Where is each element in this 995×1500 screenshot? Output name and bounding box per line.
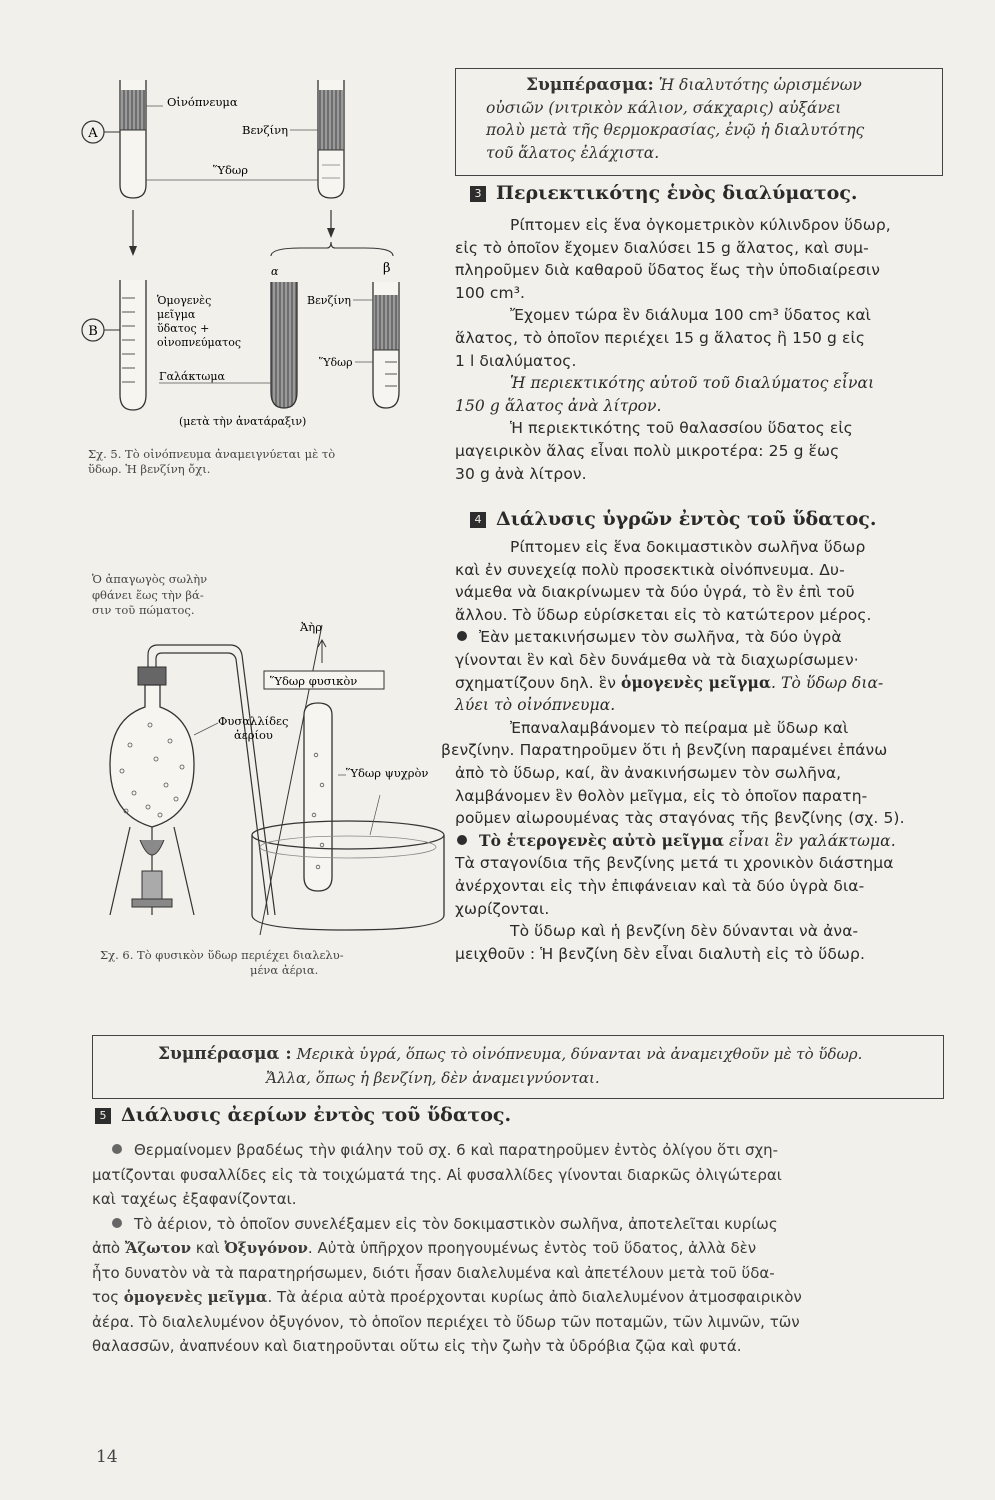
s3-p4-line3: 30 g ἀνὰ λίτρον. — [455, 464, 587, 483]
s3-p3-line1: Ἡ περιεκτικότης αὐτοῦ τοῦ διαλύματος εἶναι — [510, 374, 875, 393]
figure-6-diagram — [90, 615, 470, 940]
s4-p2-line2: γίνονται ἓν καὶ δὲν δυνάμεθα νὰ τὰ διαχωρίσωμεν· — [455, 650, 859, 669]
label-water-top: Ὕδωρ — [213, 163, 249, 177]
s5-nitrogen: Ἄζωτον — [124, 1239, 192, 1257]
label-water-b: Ὕδωρ — [319, 356, 353, 369]
section-5-body — [92, 1138, 962, 1359]
conclusion-1-line3: πολὺ μετὰ τῆς θερμοκρασίας, ἐνῷ ἡ διαλυτότης — [486, 121, 865, 139]
label-alpha: α — [271, 265, 279, 278]
conclusion-1-line2: οὐσιῶν (νιτρικὸν κάλιον, σάκχαρις) αὐξάνει — [486, 98, 842, 117]
bullet-icon — [112, 1144, 122, 1154]
conclusion-1-line4: τοῦ ἅλατος ἐλάχιστα. — [486, 143, 660, 162]
label-mix-1: Ὁμογενὲς — [157, 294, 212, 307]
conclusion-1-line1: Ἡ διαλυτότης ὡρισμένων — [658, 76, 862, 94]
s4-p1-line2: καὶ ἐν συνεχείᾳ πολὺ προσεκτικὰ οἰνόπνευμα. Δυ- — [455, 560, 845, 579]
conclusion-2-line1: Μερικὰ ὑγρά, ὅπως τὸ οἰνόπνευμα, δύνανται νὰ ἀναμειχθοῦν μὲ τὸ ὕδωρ. — [296, 1045, 863, 1063]
label-after-shaking: (μετὰ τὴν ἀνατάραξιν) — [179, 415, 307, 428]
s5-p2-line6: θαλασσῶν, ἀναπνέουν καὶ διατηροῦνται οὕτω εἰς τὴν ζωὴν τὰ ὑδρόβια ζῷα καὶ φυτά. — [92, 1337, 742, 1355]
s4-p5-line1: Τὸ ὕδωρ καὶ ἡ βενζίνη δὲν δύνανται νὰ ἀνα- — [510, 922, 859, 941]
s4-p3-line2: βενζίνην. Παρατηροῦμεν ὅτι ἡ βενζίνη παραμένει ἐπάνω — [441, 741, 888, 760]
tube-separated — [373, 282, 399, 408]
s3-p2-line3: 1 l διαλύματος. — [455, 351, 577, 370]
tube-alcohol-water — [120, 80, 146, 198]
s4-p2-line3-pre: σχηματίζουν δηλ. ἓν — [455, 673, 622, 692]
tube-emulsion — [271, 282, 297, 408]
section-4-title: Διάλυσις ὑγρῶν ἐντὸς τοῦ ὕδατος. — [496, 508, 877, 530]
conclusion-2-line2: Ἄλλα, ὅπως ἡ βενζίνη, δὲν ἀναμειγνύονται. — [266, 1069, 600, 1087]
tube-benzine-water — [318, 80, 344, 198]
s5-p2-line2-mid: καὶ — [191, 1239, 225, 1257]
fig6-caption-line2: μένα ἀέρια. — [250, 963, 319, 977]
bullet-icon — [457, 631, 467, 641]
s4-p3-line4: λαμβάνομεν ἓν θολὸν μεῖγμα, εἰς τὸ ὁποῖον παρατη- — [455, 786, 868, 805]
s5-p2-line4-pre: τος — [92, 1288, 124, 1306]
section-3-heading — [470, 182, 858, 204]
section-4-number: 4 — [470, 512, 486, 528]
conclusion-1-label: Συμπέρασμα: — [526, 75, 654, 95]
s5-p2-line4-post: . Τὰ ἀέρια αὐτὰ προέρχονται κυρίως ἀπὸ διαλελυμένον ἀτμοσφαιρικὸν — [267, 1288, 802, 1306]
label-a: A — [88, 126, 98, 141]
label-bubbles-2: ἀερίου — [234, 728, 273, 742]
s4-p2-line3-bold: ὁμογενὲς μεῖγμα — [621, 672, 771, 692]
s3-p1-line4: 100 cm³. — [455, 283, 526, 302]
s4-p1-line1: Ρίπτομεν εἰς ἕνα δοκιμαστικὸν σωλῆνα ὕδωρ — [510, 538, 866, 556]
section-5-heading — [95, 1104, 511, 1126]
s4-p3-line5: ροῦμεν αἰωρουμένας τὰς σταγόνας τῆς βενζίνης (σχ. 5). — [455, 809, 905, 828]
bullet-icon — [112, 1218, 122, 1228]
s5-p2-line1: Τὸ ἀέριον, τὸ ὁποῖον συνελέξαμεν εἰς τὸν δοκιμαστικὸν σωλῆνα, ἀποτελεῖται κυρίως — [134, 1214, 778, 1233]
fig6-caption-line1: Σχ. 6. Τὸ φυσικὸν ὕδωρ περιέχει διαλελυ- — [100, 948, 344, 962]
s3-p1-line1: Ρίπτομεν εἰς ἕνα ὀγκομετρικὸν κύλινδρον ὕδωρ, — [510, 216, 891, 234]
figure-5-caption — [88, 447, 438, 477]
page-number: 14 — [96, 1447, 118, 1467]
s4-p2-line1: Ἐὰν μετακινήσωμεν τὸν σωλῆνα, τὰ δύο ὑγρὰ — [479, 628, 842, 647]
s4-p1-line3: νάμεθα νὰ διακρίνωμεν τὰ δύο ὑγρά, τὸ ἓν ἐπὶ τοῦ — [455, 583, 855, 602]
s3-p2-line2: ἅλατος, τὸ ὁποῖον περιέχει 15 g ἅλατος ἢ 150 g εἰς — [455, 328, 866, 347]
s4-p4-it: εἶναι ἓν γαλάκτωμα. — [723, 831, 896, 850]
fig6-note-line1: Ὁ ἀπαγωγὸς σωλὴν — [92, 572, 208, 586]
section-5-title: Διάλυσις ἀερίων ἐντὸς τοῦ ὕδατος. — [121, 1104, 512, 1126]
label-bubbles-1: Φυσαλλίδες — [218, 714, 289, 728]
fig5-caption-line2: ὕδωρ. Ἡ βενζίνη ὄχι. — [88, 462, 211, 476]
s5-p2-line5: ἀέρα. Τὸ διαλελυμένον ὀξυγόνον, τὸ ὁποῖον περιέχει τὸ ὕδωρ τῶν ποταμῶν, τῶν λιμνῶν, τῶν — [92, 1312, 800, 1331]
fig6-note-line3: σιν τοῦ πώματος. — [92, 603, 195, 617]
s5-p2-line2-post: . Αὐτὰ ὑπῆρχον προηγουμένως ἐντὸς τοῦ ὕδατος, ἀλλὰ δὲν — [307, 1239, 757, 1257]
label-mix-3: ὕδατος + — [157, 322, 210, 335]
tube-homogeneous — [120, 280, 146, 410]
label-air: Ἀὴρ — [300, 620, 322, 634]
section-5-number: 5 — [95, 1108, 111, 1124]
section-3-body — [455, 214, 955, 485]
s4-p4-bold: Τὸ ἑτερογενὲς αὐτὸ μεῖγμα — [479, 830, 724, 850]
fig6-note-line2: φθάνει ἕως τὴν βά- — [92, 587, 204, 602]
figure-6-caption — [100, 948, 344, 978]
figure-6-note — [92, 572, 207, 619]
label-beta: β — [383, 261, 391, 276]
fig5-caption-line1: Σχ. 5. Τὸ οἰνόπνευμα ἀναμειγνύεται μὲ τὸ — [88, 447, 336, 461]
s5-homogeneous: ὁμογενὲς μεῖγμα — [123, 1288, 268, 1306]
label-mix-4: οἰνοπνεύματος — [157, 336, 241, 349]
section-3-title: Περιεκτικότης ἑνὸς διαλύματος. — [496, 182, 858, 204]
s4-p4-line2: ἀνέρχονται εἰς τὴν ἐπιφάνειαν καὶ τὰ δύο ὑγρὰ δια- — [455, 876, 865, 895]
label-alcohol: Οἰνόπνευμα — [167, 95, 238, 109]
s5-p2-line3: ἦτο δυνατὸν νὰ τὰ παρατηρήσωμεν, διότι ἦσαν διαλελυμένα καὶ ἀπετέλουν μετὰ τοῦ ὕδα- — [92, 1263, 775, 1282]
label-emulsion: Γαλάκτωμα — [159, 370, 225, 383]
s5-p1-line1: Θερμαίνομεν βραδέως τὴν φιάλην τοῦ σχ. 6 καὶ παρατηροῦμεν ἐντὸς ὀλίγου ὅτι σχη- — [134, 1141, 779, 1159]
label-benzine-b: Βενζίνη — [307, 294, 352, 307]
label-benzine-top: Βενζίνη — [242, 123, 289, 137]
s5-oxygen: Ὀξυγόνον — [224, 1239, 308, 1257]
conclusion-box-2 — [92, 1035, 944, 1099]
s4-p4-line3: χωρίζονται. — [455, 899, 550, 918]
s3-p2-line1: Ἔχομεν τώρα ἓν διάλυμα 100 cm³ ὕδατος καὶ — [510, 306, 872, 325]
figure-5-diagram — [75, 70, 435, 430]
label-b: B — [88, 324, 98, 339]
s4-p4-line1: Τὰ σταγονίδια τῆς βενζίνης μετά τι χρονικὸν διάστημα — [455, 854, 894, 873]
conclusion-2-label: Συμπέρασμα : — [158, 1044, 292, 1064]
label-natural-water: Ὕδωρ φυσικὸν — [270, 674, 358, 688]
s5-p1-line2: ματίζονται φυσαλλίδες εἰς τὰ τοιχώματά της. Αἱ φυσαλλίδες γίνονται διαρκῶς ὀλιγώτεραι — [92, 1165, 782, 1184]
conclusion-box-1 — [455, 68, 943, 176]
label-a-circle — [82, 121, 104, 143]
label-cold-water: Ὕδωρ ψυχρὸν — [346, 766, 429, 780]
section-4-heading — [470, 508, 876, 530]
s4-p3-line1: Ἐπαναλαμβάνομεν τὸ πείραμα μὲ ὕδωρ καὶ — [510, 718, 849, 737]
s3-p1-line3: πληροῦμεν διὰ καθαροῦ ὕδατος ἕως τὴν ὑποδιαίρεσιν — [455, 261, 881, 280]
bullet-icon — [457, 835, 467, 845]
section-4-body — [441, 536, 955, 965]
s4-p2-line3-it: . Τὸ ὕδωρ δια- — [771, 673, 884, 692]
section-3-number: 3 — [470, 186, 486, 202]
s4-p1-line4: ἄλλου. Τὸ ὕδωρ εὑρίσκεται εἰς τὸ κατώτερον μέρος. — [455, 605, 872, 624]
label-mix-2: μεῖγμα — [157, 308, 196, 321]
s4-p5-line2: μειχθοῦν : Ἡ βενζίνη δὲν εἶναι διαλυτὴ εἰς τὸ ὕδωρ. — [455, 944, 865, 963]
s3-p4-line1: Ἡ περιεκτικότης τοῦ θαλασσίου ὕδατος εἰς — [510, 419, 853, 438]
s5-p1-line3: καὶ ταχέως ἐξαφανίζονται. — [92, 1190, 297, 1208]
s3-p4-line2: μαγειρικὸν ἅλας εἶναι πολὺ μικροτέρα: 25 g ἕως — [455, 441, 840, 460]
s4-p2-line4: λύει τὸ οἰνόπνευμα. — [455, 696, 616, 715]
s3-p3-line2: 150 g ἅλατος ἀνὰ λίτρον. — [455, 396, 662, 415]
s5-p2-line2-pre: ἀπὸ — [92, 1239, 125, 1257]
s4-p3-line3: ἀπὸ τὸ ὕδωρ, καί, ἂν ἀνακινήσωμεν τὸν σωλῆνα, — [455, 763, 842, 782]
s3-p1-line2: εἰς τὸ ὁποῖον ἔχομεν διαλύσει 15 g ἅλατος, καὶ συμ- — [455, 238, 869, 257]
label-b-circle — [82, 319, 104, 341]
